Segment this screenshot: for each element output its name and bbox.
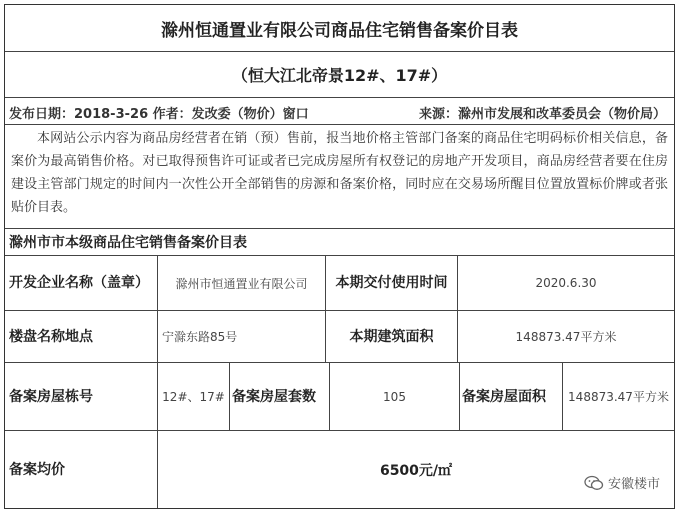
build-area-label: 本期建筑面积 [326, 311, 458, 363]
watermark-text: 安徽楼市 [607, 477, 660, 492]
build-area-value: 148873.47平方米 [458, 311, 674, 363]
buildings-label: 备案房屋栋号 [5, 363, 158, 431]
developer-label: 开发企业名称（盖章） [5, 256, 158, 311]
publish-info: 发布日期：2018-3-26 作者：发改委（物价）窗口 [9, 107, 309, 122]
buildings-value: 12#、17# [158, 363, 230, 431]
developer-value: 滁州市恒通置业有限公司 [158, 256, 326, 311]
house-area-label: 备案房屋面积 [460, 363, 563, 431]
avg-price-value: 6500元/㎡ [379, 462, 453, 479]
document-title: 滁州恒通置业有限公司商品住宅销售备案价目表 [5, 5, 674, 52]
source-info: 来源：滁州市发展和改革委员会（物价局） [418, 107, 666, 122]
delivery-value: 2020.6.30 [458, 256, 674, 311]
project-value: 宁滁东路85号 [158, 311, 326, 363]
units-label: 备案房屋套数 [230, 363, 330, 431]
notice-text: 本网站公示内容为商品房经营者在销（预）售前，报当地价格主管部门备案的商品住宅明码标价相关信息，备案价为最高销售价格。对已取得预售许可证或者已完成房屋所有权登记的房地产开发项目，商品房经营者要在住房建设主管部门规定的时间内一次性公开全部销售的房源和备案价格，同时应在交易场所醒目位置放置标价牌或者张贴价目表。 [5, 125, 674, 229]
units-value: 105 [330, 363, 460, 431]
wechat-icon [584, 475, 604, 491]
watermark [584, 473, 660, 492]
delivery-label: 本期交付使用时间 [326, 256, 458, 311]
project-label: 楼盘名称地点 [5, 311, 158, 363]
house-area-value: 148873.47平方米 [563, 363, 674, 431]
publish-meta [5, 98, 674, 125]
avg-price-label: 备案均价 [5, 431, 158, 508]
price-list-document [4, 4, 675, 509]
section-title: 滁州市市本级商品住宅销售备案价目表 [5, 229, 674, 256]
document-subtitle: （恒大江北帝景12#、17#） [5, 52, 674, 98]
